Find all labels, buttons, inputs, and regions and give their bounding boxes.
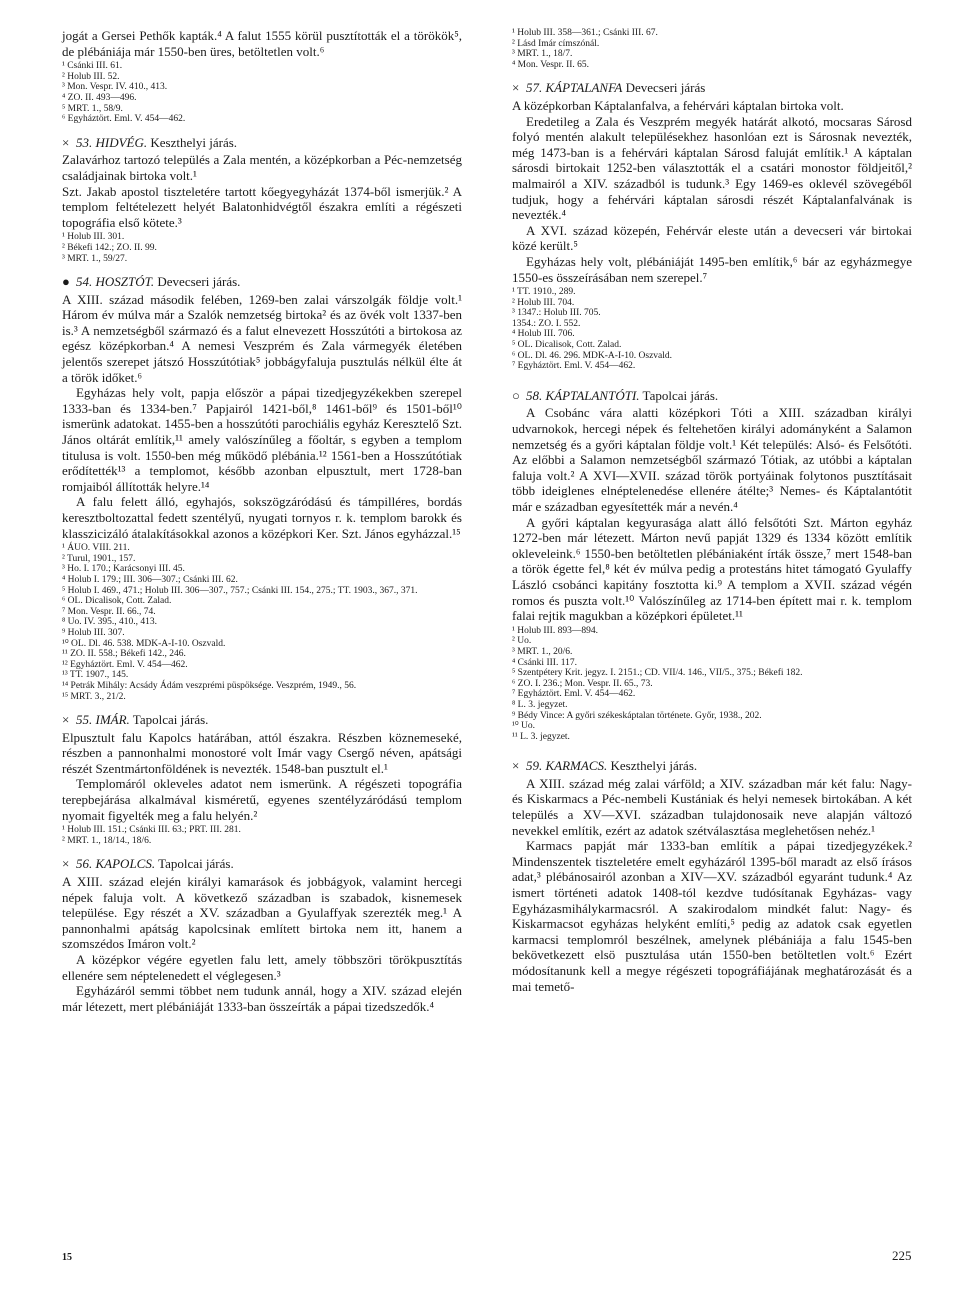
- footnote: ⁶ Egyháztört. Eml. V. 454—462.: [62, 114, 186, 125]
- entry-name: 56. KAPOLCS.: [76, 856, 156, 872]
- entry-district: Keszthelyi járás.: [607, 758, 698, 774]
- paragraph: Egyházas hely volt, papja először a pápai tizedjegyzékekben szerepel 1333-ban és 1334-ben.⁷ Papjairól 1421-ből,⁸ 1461-ből⁹ és 1501-ből¹⁰ ismerünk adatokat. 1455-ben a hosszútóti parochiális egyház Keresztelő Szt. János oltárát említik,¹¹ amely valószínűleg a főoltár, s egyben a templom titulusa is volt. 1550-ben még működő plébánia.¹² 1561-ben a Hosszútótiak erődítették¹³ a templomot, később azonban elpusztult, mert 1728-ban romjaiból állították helyre.¹⁴: [62, 385, 462, 494]
- entry-district: Devecseri járás: [622, 80, 706, 96]
- paragraph: Egyházas hely volt, plébániáját 1495-ben említik,⁶ bár az egyházmegye 1550-es összeírásában nem szerepel.⁷: [512, 253, 912, 285]
- footnote: ³ MRT. 1., 59/27.: [62, 253, 128, 264]
- footnote: ⁷ Mon. Vespr. II. 66., 74.: [62, 606, 156, 617]
- footnote: ⁹ Holub III. 307.: [62, 627, 125, 638]
- cross-mark-icon: ×: [62, 712, 70, 728]
- paragraph: A győri káptalan kegyurasága alatt álló felsőtóti Szt. Márton egyház 1272-ben már létezett. Márton nevű papját 1329 és 1334 között említik okleveleink.⁶ 1550-ben betöltetlen plébániaként írták össze,⁷ mert 1548-ban a török égette fel,⁸ két év múlva pedig a protestáns hitet támogató Gyulaffy László csobánci kapitány fosztotta ki.⁹ A templom a XVII. század végén romos és puszta volt.¹⁰ Valószínűleg az 1714-ben épített mai r. k. templom falai rejtik magukban a középkori épületet.¹¹: [512, 514, 912, 624]
- footnote: ² MRT. 1., 18/14., 18/6.: [62, 835, 152, 846]
- entry-name: 59. KARMACS.: [526, 758, 608, 774]
- footnote: ² Uo.: [512, 636, 532, 647]
- paragraph: Szt. Jakab apostol tiszteletére tartott kőegyegyházát 1374-ből ismerjük.² A templom feltételezett helyét Balatonhidvégtől északra említi a régészeti topográfia első kötete.³: [62, 183, 462, 230]
- footnote: ⁷ Egyháztört. Eml. V. 454—462.: [512, 361, 636, 372]
- footnote: ⁴ ZO. II. 493—496.: [62, 92, 137, 103]
- footnote: ⁸ L. 3. jegyzet.: [512, 699, 568, 710]
- footnote: ⁵ OL. Dicalisok, Cott. Zalad.: [512, 340, 622, 351]
- paragraph: A középkorban Káptalanfalva, a fehérvári káptalan birtoka volt.: [512, 97, 844, 113]
- left-column: [62, 28, 462, 1014]
- entry-district: Devecseri járás.: [154, 274, 241, 290]
- footnote: ² Turul, 1901., 157.: [62, 553, 136, 564]
- open-circle-mark-icon: ○: [512, 387, 520, 403]
- filled-circle-mark-icon: ●: [62, 274, 70, 290]
- footnotes: [62, 543, 462, 702]
- footnote: ¹ Holub III. 893—894.: [512, 625, 598, 636]
- footnote: ¹ Holub III. 301.: [62, 232, 125, 243]
- footnote: ⁶ OL. Dicalisok, Cott. Zalad.: [62, 596, 172, 607]
- footnote: ⁶ ZO. I. 236.; Mon. Vespr. II. 65., 73.: [512, 678, 653, 689]
- footnote: ² Békefi 142.; ZO. II. 99.: [62, 242, 157, 253]
- footnote: ¹ ÁUO. VIII. 211.: [62, 543, 130, 554]
- entry-name: 55. IMÁR.: [76, 712, 130, 728]
- paragraph: A középkor végére egyetlen falu lett, amely többszöri törökpusztítás ellenére sem néptelenedett el véglegesen.³: [62, 952, 462, 983]
- entry-district: Tapolcai járás.: [129, 712, 209, 728]
- footnote: ¹³ TT. 1907., 145.: [62, 670, 129, 681]
- entry-heading-58: [512, 388, 912, 404]
- printer-signature: 15: [62, 1252, 72, 1263]
- footnote: ⁵ MRT. 1., 58/9.: [62, 103, 123, 114]
- footnote: ⁷ Egyháztört. Eml. V. 454—462.: [512, 689, 636, 700]
- entry-name: 54. HOSZTÓT.: [76, 274, 155, 290]
- entry-name: 58. KÁPTALANTÓTI.: [526, 387, 640, 403]
- cross-mark-icon: ×: [62, 856, 70, 872]
- footnote: ¹⁰ Uo.: [512, 721, 536, 732]
- cross-mark-icon: ×: [62, 134, 70, 150]
- paragraph: A XIII. század még zalai várföld; a XIV. században már két falu: Nagy- és Kiskarmacs a Péc-nembeli Kustániak és helyi nemesek birtokában. A két település a XV—XVI. században tulajdonosaik neve alapján változó nevekkel említik, ezért az adatok szétválasztása meglehetősen nehéz.¹: [512, 775, 912, 838]
- footnote: ¹¹ ZO. II. 558.; Békefi 142., 246.: [62, 649, 186, 660]
- footnote: ³ MRT. 1., 20/6.: [512, 646, 573, 657]
- paragraph: Zalavárhoz tartozó település a Zala mentén, a középkorban a Péc-nemzetség családjainak birtoka volt.¹: [62, 152, 462, 183]
- cross-mark-icon: ×: [512, 80, 520, 96]
- footnote: ² Holub III. 704.: [512, 297, 575, 308]
- footnote: ⁹ Bédy Vince: A győri székeskáptalan története. Győr, 1938., 202.: [512, 710, 762, 721]
- footnotes: [512, 626, 912, 743]
- footnote: ² Lásd Imár címszónál.: [512, 38, 600, 49]
- footnotes: [512, 28, 912, 70]
- footnote: 1354.: ZO. I. 552.: [512, 318, 581, 329]
- footnote: ⁴ Mon. Vespr. II. 65.: [512, 59, 590, 70]
- paragraph: A Csobánc vára alatti középkori Tóti a XIII. században királyi udvarnokok, hercegi népek és feltehetően királyi adományként a Salamon nemzetség és a győri káptalan földje volt.¹ Két település: Alsó- és Felsőtóti. Az előbbi a Salamon nemzetségből származó Tótiak, az utóbbi a káptalan faluja volt.² A XVI—XVII. század török portyáinak folytonos pusztításait több ideiglenes elnéptelenedése ellenére átélte;³ Nemes- és Káptalantótit már e században egyesítették már a nevén.⁴: [512, 405, 912, 514]
- paragraph: A falu felett álló, egyhajós, sokszögzáródású és támpilléres, bordás keresztboltozattal fedett szentélyű, nyugati tornyos r. k. templom barokk és klasszicizáló átalakításokkal azonos a középkori Ker. Szt. János egyházzal.¹⁵: [62, 494, 462, 541]
- footnote: ³ Mon. Vespr. IV. 410., 413.: [62, 82, 168, 93]
- paragraph: Elpusztult falu Kapolcs határában, attól északra. Részben köznemeseké, részben a pannonhalmi monostoré volt Imár vagy Csergő néven, apátsági részét Szentmártonföldének is nevezték. 1548-ban pusztult el.¹: [62, 729, 462, 776]
- footnote: ⁸ Uo. IV. 395., 410., 413.: [62, 617, 157, 628]
- footnote: ⁵ Szentpétery Krit. jegyz. I. 2151.; CD. VII/4. 146., VII/5., 375.; Békefi 182.: [512, 668, 803, 679]
- footnote: ² Holub III. 52.: [62, 71, 120, 82]
- footnote: ³ Ho. I. 170.; Karácsonyi III. 45.: [62, 564, 185, 575]
- footnote: ¹⁰ OL. Dl. 46. 538. MDK-A-I-10. Oszvald.: [62, 638, 226, 649]
- footnotes: [512, 287, 912, 372]
- entry-heading-53: [62, 135, 462, 151]
- footnote: ⁵ Holub I. 469., 471.; Holub III. 306—307., 757.; Csánki III. 154., 275.; TT. 1903., 367., 371.: [62, 585, 418, 596]
- footnote: ¹ Csánki III. 61.: [62, 61, 123, 72]
- entry-heading-57: [512, 80, 912, 96]
- entry-heading-59: [512, 758, 912, 774]
- footnotes: [62, 825, 462, 846]
- footnote: ¹ TT. 1910., 289.: [512, 287, 576, 298]
- paragraph: A XIII. század második felében, 1269-ben zalai várszolgák földje volt.¹ Három év múlva már a Szalók nemzetség birtoka² és az övék volt 1337-ben is.³ A nemzetségből származó és a falut elnevezett Hosszútóti a birtokosa az egész középkorban.⁴ A nemesi Veszprém és Zala vármegyék életében jelentős szerepet játszó Hosszútótiak⁵ jobbágyfaluja pusztulás nélkül élte át a török időket.⁶: [62, 291, 462, 385]
- right-column: [512, 28, 912, 994]
- footnote: ¹ Holub III. 151.; Csánki III. 63.; PRT. III. 281.: [62, 825, 241, 836]
- entry-district: Keszthelyi járás.: [147, 134, 238, 150]
- footnotes: [62, 232, 462, 264]
- entry-heading-54: [62, 274, 462, 290]
- entry-name: 57. KÁPTALANFA: [526, 80, 623, 96]
- footnote: ⁴ Csánki III. 117.: [512, 657, 577, 668]
- footnote: ¹¹ L. 3. jegyzet.: [512, 731, 570, 742]
- entry-heading-56: [62, 856, 462, 872]
- entry-district: Tapolcai járás.: [639, 387, 719, 403]
- paragraph: Templomáról okleveles adatot nem ismerünk. A régészeti topográfia terepbejárása alkalmával kisméretű, egyenes szentélyzáródású templom nyomait figyelték meg a falu helyén.²: [62, 776, 462, 823]
- footnote: ¹² Egyháztört. Eml. V. 454—462.: [62, 659, 188, 670]
- footnote: ¹ Holub III. 358—361.; Csánki III. 67.: [512, 28, 658, 38]
- paragraph: Eredetileg a Zala és Veszprém megyék határát alkotó, mocsaras Sárosd folyó mentén alakult településekhez hasonlóan ezt is Sárosnak nevezték, még 1473-ban is a fehérvári káptalan Sárosd faluját említik.¹ A káptalan sárosdi birtokait 1252-ben választották el a csatári monostor földjeitől,² malmairól a XIV. századból is tudunk.³ Egy 1469-es oklevél szövegéből tudjuk, hogy a fehérvári káptalan sárosdi részét Káptalanfalvának is nevezték.⁴: [512, 113, 912, 223]
- paragraph: A XIII. század elején királyi kamarások és jobbágyok, valamint hercegi népek faluja volt. A következő században is szabadok, kisnemesek települése. Egy részét a XV. században a Gyulaffyak szerezték meg.¹ A pannonhalmi apátság kapolcsinak említett birtoka nem itt, hanem a szomszédos Imáron volt.²: [62, 874, 462, 952]
- footnote: ³ MRT. 1., 18/7.: [512, 49, 573, 60]
- cross-mark-icon: ×: [512, 758, 520, 774]
- footnote: ³ 1347.: Holub III. 705.: [512, 308, 601, 319]
- paragraph: Egyházáról semmi többet nem tudunk annál, hogy a XIV. század elején már létezett, mert plébániáját 1333-ban összeírták a pápai tizedszedők.⁴: [62, 983, 462, 1014]
- footnote: ¹⁵ MRT. 3., 21/2.: [62, 691, 126, 702]
- paragraph: jogát a Gersei Pethők kapták.⁴ A falut 1555 körül pusztították el a törökök⁵, de plébániája már 1550-ben üres, betöltetlen volt.⁶: [62, 28, 462, 59]
- entry-heading-55: [62, 712, 462, 728]
- footnote: ⁴ Holub I. 179.; III. 306—307.; Csánki III. 62.: [62, 574, 238, 585]
- entry-name: 53. HIDVÉG.: [76, 134, 148, 150]
- footnote: ⁴ Holub III. 706.: [512, 329, 575, 340]
- footnote: ¹⁴ Petrák Mihály: Acsády Ádám veszprémi püspöksége. Veszprém, 1949., 56.: [62, 680, 357, 691]
- paragraph: A XVI. század közepén, Fehérvár eleste után a devecseri vár birtokai közé került.⁵: [512, 222, 912, 254]
- paragraph: Karmacs papját már 1333-ban említik a pápai tizedjegyzékek.² Mindenszentek tiszteletére emelt egyházáról 1395-ből maradt az első írásos adat,³ plébánosairól azonban a XIV—XV. századból egyaránt tudunk.⁴ Az ismert történeti adatok 1408-tól kezdve tudósítanak Egyházas- vagy Egyházasmihálykarmacsról. A szakirodalom mindkét falut: Nagy- és Kiskarmacsot egyházas helyként említi,⁵ pedig az adatok csak egyetlen karmacsi templomról beszélnek, amelynek plébániája a falu 1545-ben bekövetkezett elsö pusztulása után 1550-ben betöltetlen volt.⁶ Ezért módosítanunk kell a megye régészeti topográfiájának meghatározását és a mai temető-: [512, 838, 912, 994]
- footnotes: [62, 61, 462, 125]
- page-number: 225: [892, 1248, 912, 1263]
- footnote: ⁶ OL. Dl. 46. 296. MDK-A-I-10. Oszvald.: [512, 350, 673, 361]
- entry-district: Tapolcai járás.: [155, 856, 234, 872]
